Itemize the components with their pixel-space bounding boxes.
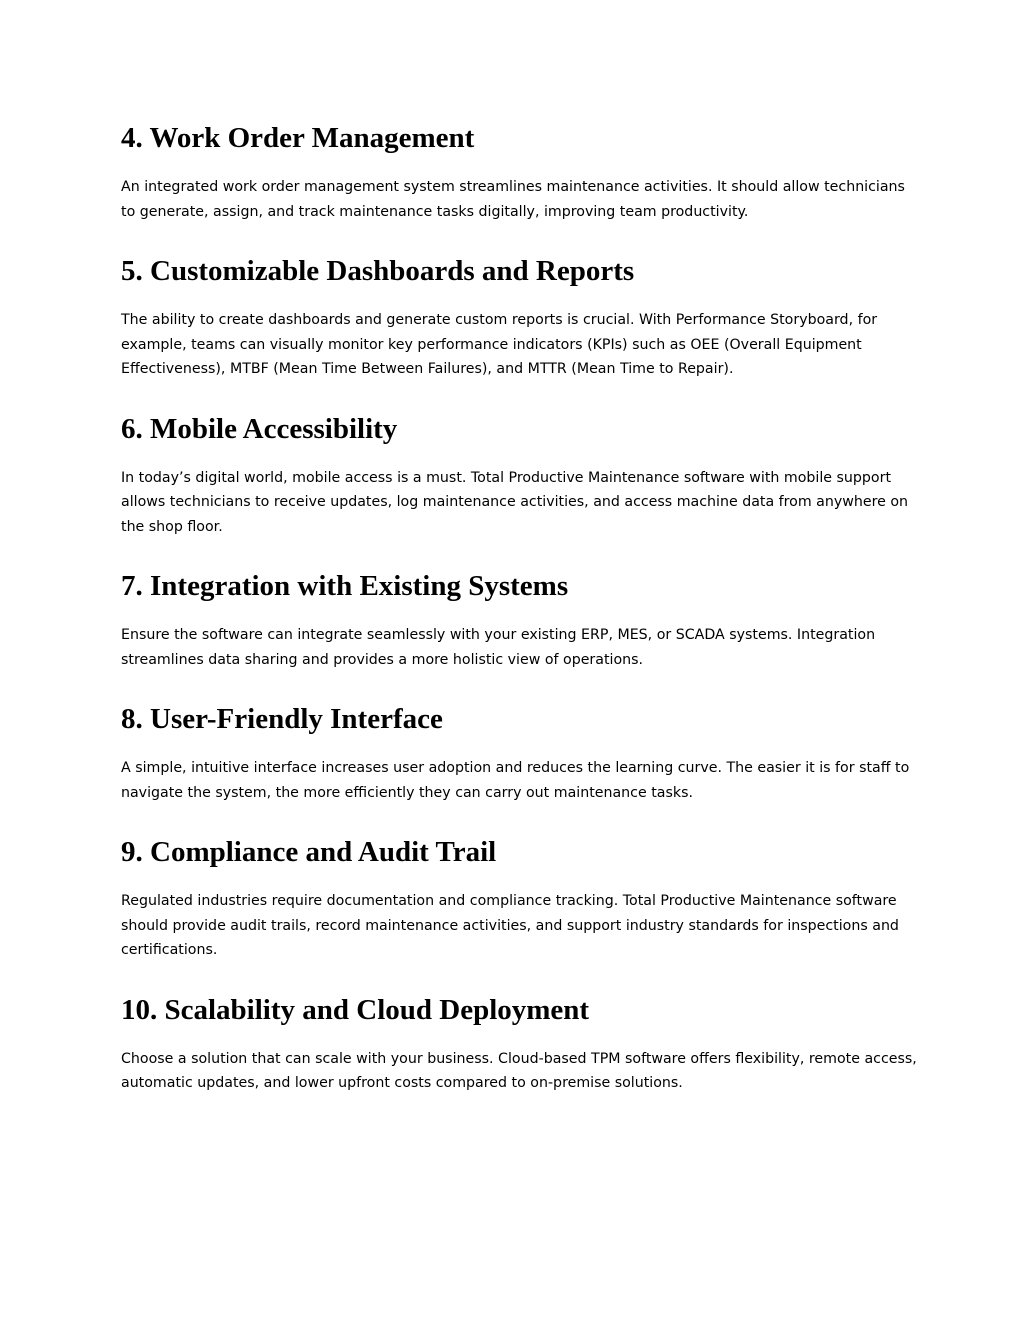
- section-scalability-cloud: [121, 990, 921, 1096]
- section-paragraph: In today’s digital world, mobile access is a must. Total Productive Maintenance software with mobile support allows technicians to receive updates, log maintenance activities, and access machine data from anywhere on the shop floor.: [121, 469, 909, 535]
- section-paragraph: Choose a solution that can scale with your business. Cloud-based TPM software offers flexibility, remote access, automatic updates, and lower upfront costs compared to on-premise solutions.: [121, 1050, 917, 1091]
- document-content: [121, 118, 921, 1123]
- section-work-order-management: [121, 118, 921, 224]
- section-paragraph: The ability to create dashboards and generate custom reports is crucial. With Performance Storyboard, for example, teams can visually monitor key performance indicators (KPIs) such as OEE (Overall Equipment Effectiveness), MTBF (Mean Time Between Failures), and MTTR (Mean Time to Repair).: [121, 312, 878, 377]
- section-customizable-dashboards: [121, 251, 921, 382]
- section-heading: 8. User-Friendly Interface: [121, 703, 443, 735]
- section-paragraph: An integrated work order management system streamlines maintenance activities. It should allow technicians to generate, assign, and track maintenance tasks digitally, improving team productivity.: [121, 179, 905, 220]
- section-compliance-audit-trail: [121, 832, 921, 963]
- section-heading: 9. Compliance and Audit Trail: [121, 836, 497, 868]
- section-mobile-accessibility: [121, 409, 921, 540]
- section-paragraph: Ensure the software can integrate seamlessly with your existing ERP, MES, or SCADA systems. Integration streamlines data sharing and provides a more holistic view of operations.: [121, 627, 876, 668]
- section-heading: 10. Scalability and Cloud Deployment: [121, 993, 590, 1026]
- section-paragraph: A simple, intuitive interface increases user adoption and reduces the learning curve. The easier it is for staff to navigate the system, the more efficiently they can carry out maintenance tasks.: [121, 760, 910, 801]
- section-heading: 5. Customizable Dashboards and Reports: [121, 255, 635, 287]
- section-user-friendly-interface: [121, 699, 921, 805]
- section-heading: 4. Work Order Management: [121, 122, 475, 154]
- section-heading: 6. Mobile Accessibility: [121, 412, 398, 445]
- section-heading: 7. Integration with Existing Systems: [121, 570, 569, 602]
- section-integration: [121, 566, 921, 672]
- section-paragraph: Regulated industries require documentation and compliance tracking. Total Productive Maintenance software should provide audit trails, record maintenance activities, and support industry standards for inspections and certifications.: [121, 893, 899, 958]
